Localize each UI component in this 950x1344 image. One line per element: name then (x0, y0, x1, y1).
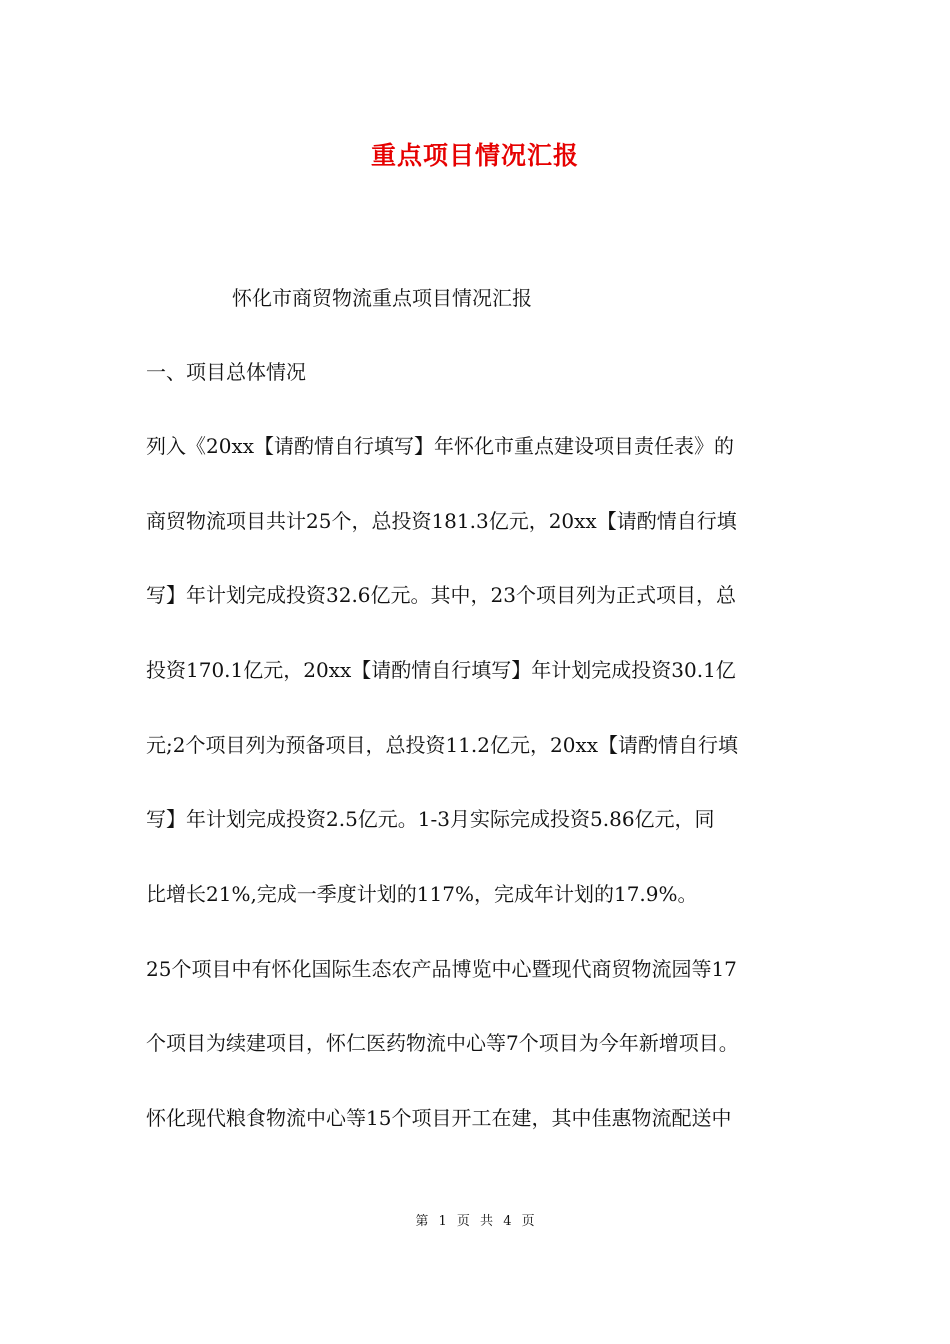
section-heading: 一、项目总体情况 (146, 360, 306, 384)
body-line: 怀化现代粮食物流中心等15个项目开工在建，其中佳惠物流配送中 (146, 1106, 732, 1130)
body-line: 列入《20xx【请酌情自行填写】年怀化市重点建设项目责任表》的 (146, 434, 735, 458)
body-line: 投资170.1亿元，20xx【请酌情自行填写】年计划完成投资30.1亿 (146, 658, 736, 682)
body-line: 写】年计划完成投资32.6亿元。其中，23个项目列为正式项目，总 (146, 583, 736, 607)
body-line: 比增长21%,完成一季度计划的117%，完成年计划的17.9%。 (146, 882, 698, 906)
body-line: 元;2个项目列为预备项目，总投资11.2亿元，20xx【请酌情自行填 (146, 733, 739, 757)
body-line: 写】年计划完成投资2.5亿元。1-3月实际完成投资5.86亿元，同 (146, 807, 715, 831)
body-line: 25个项目中有怀化国际生态农产品博览中心暨现代商贸物流园等17 (146, 957, 737, 981)
body-line: 商贸物流项目共计25个，总投资181.3亿元，20xx【请酌情自行填 (146, 509, 737, 533)
body-line: 个项目为续建项目，怀仁医药物流中心等7个项目为今年新增项目。 (146, 1031, 739, 1055)
document-subtitle: 怀化市商贸物流重点项目情况汇报 (232, 286, 532, 310)
document-title: 重点项目情况汇报 (370, 141, 579, 170)
page-footer: 第 1 页 共 4 页 (415, 1214, 535, 1229)
